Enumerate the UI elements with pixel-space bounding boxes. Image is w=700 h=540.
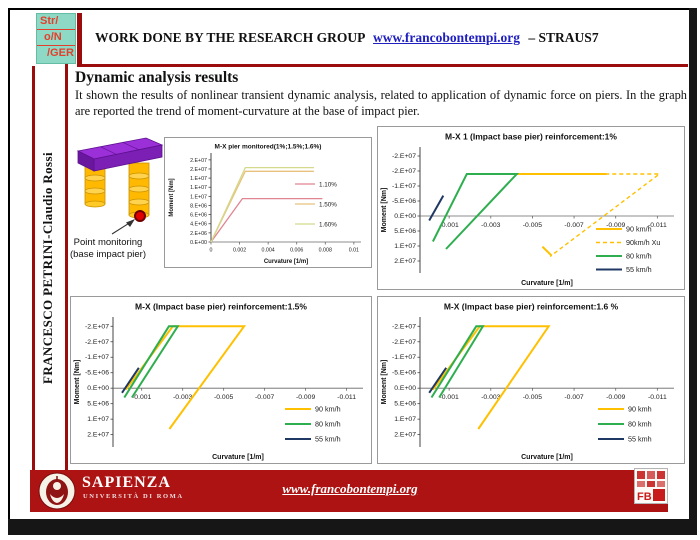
y-tick-label: -1.E+07	[85, 354, 109, 362]
y-tick-label: 2.E+07	[87, 431, 109, 439]
x-tick-label: -0.001	[132, 393, 152, 401]
fb-seal-text: FB	[637, 491, 652, 503]
legend-label: 90 km/h	[626, 224, 652, 234]
monitoring-caption-line2: (base impact pier)	[69, 249, 147, 260]
stronger-logo	[36, 13, 76, 64]
header-title-row	[95, 30, 685, 46]
chart-reinforcement-1pct	[377, 126, 685, 290]
stronger-logo-line3: /GER	[47, 47, 74, 59]
frame-top-border	[8, 8, 694, 10]
y-tick-label: 8.E+06	[190, 203, 207, 210]
x-tick-label: 0.006	[290, 247, 304, 254]
x-tick-label: -0.003	[173, 393, 193, 401]
y-tick-label: 2.E+07	[190, 157, 207, 164]
y-tick-label: 0.E+00	[87, 385, 109, 393]
y-axis-label: Moment [Nm]	[381, 359, 388, 405]
header-divider	[77, 64, 688, 67]
y-tick-label: 5.E+06	[394, 228, 416, 235]
y-axis-label: Moment [Nm]	[169, 178, 175, 217]
y-tick-label: 1.E+07	[190, 194, 207, 201]
legend-label: 55 km/h	[315, 434, 341, 444]
series-line	[211, 171, 314, 242]
x-tick-label: -0.007	[254, 393, 275, 401]
x-tick-label: -0.003	[481, 221, 501, 229]
x-tick-label: -0.009	[295, 393, 316, 401]
x-tick-label: 0.002	[232, 247, 247, 254]
legend-label: 80 kmh	[628, 419, 652, 429]
y-tick-label: 2.E+07	[394, 431, 416, 439]
y-tick-label: 0.E+00	[394, 213, 416, 220]
y-tick-label: 0.E+00	[394, 385, 416, 393]
x-axis-label: Curvature [1/m]	[521, 454, 573, 461]
x-tick-label: 0.004	[261, 247, 275, 254]
legend-label: 90km/h Xu	[626, 238, 661, 247]
chart-title: M-X (Impact base pier) reinforcement:1.5%	[135, 301, 307, 312]
y-tick-label: 5.E+06	[394, 400, 416, 408]
x-tick-label: -0.005	[214, 393, 234, 401]
legend-label: 90 kmh	[628, 404, 652, 414]
fb-seal-logo	[634, 468, 668, 504]
footer-brand: SAPIENZA	[82, 474, 171, 491]
y-tick-label: -2.E+07	[392, 338, 416, 346]
chart-title: M-X 1 (Impact base pier) reinforcement:1%	[445, 131, 617, 142]
series-line	[432, 326, 483, 397]
page-title: Dynamic analysis results	[75, 69, 239, 86]
x-tick-label: -0.001	[439, 393, 459, 401]
x-axis-label: Curvature [1/m]	[521, 280, 573, 287]
chart-svg-c2	[71, 297, 371, 463]
chart-svg-c1	[378, 127, 684, 289]
legend-label: 80 km/h	[626, 251, 652, 261]
y-tick-label: -2.E+07	[85, 323, 109, 331]
chart-reinforcement-1-6pct	[377, 296, 685, 464]
y-tick-label: -5.E+06	[392, 369, 416, 377]
legend-label: 1.50%	[319, 201, 337, 209]
x-axis-label: Curvature [1/m]	[212, 454, 264, 461]
chart-title: M-X pier monitored(1%;1.5%;1.6%)	[214, 143, 322, 151]
series-line	[126, 326, 244, 429]
pointer-arrow	[112, 219, 135, 234]
y-tick-label: -2.E+07	[392, 168, 416, 175]
y-tick-label: 5.E+06	[87, 400, 109, 408]
series-line	[211, 168, 314, 242]
chart-reinforcement-1-5pct	[70, 296, 372, 464]
header-link[interactable]: www.francobontempi.org	[373, 30, 521, 45]
legend-label: 55 kmh	[628, 434, 652, 444]
chart-pier-monitored	[164, 137, 372, 268]
x-tick-label: -0.007	[564, 221, 584, 229]
monitoring-caption-line1: Point monitoring	[73, 237, 143, 248]
legend-label: 1.10%	[319, 181, 337, 189]
x-tick-label: -0.011	[647, 221, 667, 229]
y-tick-label: 1.E+07	[190, 185, 207, 192]
frame-bottom-border	[8, 519, 697, 535]
frame-right-border	[689, 8, 697, 527]
series-line	[124, 326, 178, 397]
y-tick-label: -1.E+07	[392, 354, 416, 362]
monitoring-point-marker	[135, 211, 145, 221]
legend-label: 1.60%	[319, 221, 337, 229]
series-line	[429, 196, 443, 221]
y-tick-label: -2.E+07	[85, 338, 109, 346]
x-tick-label: -0.011	[647, 393, 667, 401]
series-line	[542, 247, 551, 256]
footer-brand-sub: UNIVERSITÀ DI ROMA	[83, 493, 184, 500]
y-tick-label: -5.E+06	[392, 198, 416, 205]
left-pier	[85, 165, 105, 207]
body-text: It shown the results of nonlinear transient dynamic analysis, related to application of dynamic force on piers. In the graph are reported the trend of moment-curvature at the base of impact pier.	[75, 88, 687, 118]
fb-seal-icon	[635, 469, 667, 503]
header-red-bar	[77, 13, 82, 66]
footer-link[interactable]: www.francobontempi.org	[282, 481, 418, 496]
x-tick-label: 0.01	[348, 247, 360, 254]
y-tick-label: 1.E+07	[394, 416, 416, 424]
series-line	[433, 174, 517, 249]
y-tick-label: -2.E+07	[392, 153, 416, 160]
legend-label: 90 km/h	[315, 404, 341, 414]
y-tick-label: 0.E+00	[190, 240, 207, 246]
y-tick-label: 1.E+07	[87, 416, 109, 424]
x-tick-label: -0.007	[564, 393, 584, 401]
right-pier	[129, 163, 149, 218]
x-tick-label: 0.008	[318, 247, 332, 254]
x-tick-label: 0	[209, 247, 213, 254]
legend-label: 80 km/h	[315, 419, 341, 429]
frame-left-border	[8, 8, 10, 522]
x-tick-label: -0.009	[606, 221, 626, 229]
x-axis-label: Curvature [1/m]	[263, 259, 309, 265]
y-tick-label: -2.E+07	[392, 323, 416, 331]
header-suffix: – STRAUS7	[528, 30, 599, 45]
header-title: WORK DONE BY THE RESEARCH GROUP	[95, 30, 365, 45]
y-tick-label: 1.E+07	[190, 176, 207, 183]
y-tick-label: 2.E+06	[190, 230, 207, 237]
x-tick-label: -0.001	[439, 221, 459, 229]
y-tick-label: 4.E+06	[190, 221, 207, 228]
chart-svg-inset	[165, 138, 371, 267]
chart-svg-c3	[378, 297, 684, 463]
x-tick-label: -0.011	[337, 393, 356, 401]
y-tick-label: 2.E+07	[394, 258, 416, 265]
y-tick-label: -1.E+07	[392, 183, 416, 190]
y-tick-label: -5.E+06	[85, 369, 109, 377]
stronger-logo-line2: o/N	[37, 30, 75, 46]
x-tick-label: -0.003	[481, 393, 501, 401]
x-tick-label: -0.005	[522, 393, 543, 401]
x-tick-label: -0.005	[522, 221, 543, 229]
y-tick-label: 2.E+07	[190, 166, 207, 173]
y-axis-label: Moment [Nm]	[74, 359, 81, 405]
y-tick-label: 1.E+07	[394, 243, 416, 250]
legend-label: 55 km/h	[626, 265, 652, 274]
chart-title: M-X (Impact base pier) reinforcement:1.6 %	[443, 301, 619, 312]
y-axis-label: Moment [Nm]	[381, 187, 388, 233]
stronger-logo-line1: Str/	[37, 14, 75, 30]
x-tick-label: -0.009	[606, 393, 626, 401]
author-name: FRANCESCO PETRINI-Claudio Rossi	[40, 152, 55, 384]
author-sidebar	[30, 66, 66, 470]
y-tick-label: 6.E+06	[190, 212, 207, 219]
